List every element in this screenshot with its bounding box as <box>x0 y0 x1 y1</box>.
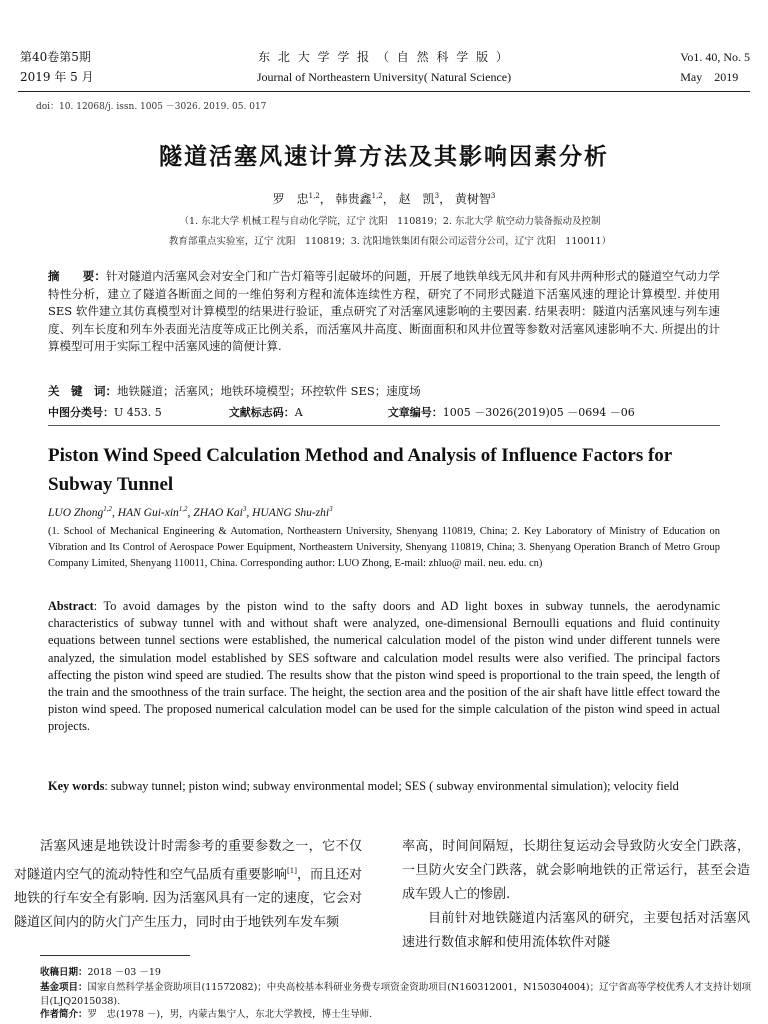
fund-text: 国家自然科学基金资助项目(11572082)；中央高校基本科研业务费专项资金资助项目(N160312001，N150304004)；辽宁省高等学校优秀人才支持计划项目(LJQ2015038). <box>40 982 752 1007</box>
journal-name-en: Journal of Northeastern University( Natural Science) <box>256 70 512 84</box>
received-date: 2018 －03 －19 <box>87 967 161 978</box>
keywords-en-text: : subway tunnel; piston wind; subway environmental model; SES ( subway environmental simulation); velocity field <box>104 779 679 793</box>
fund-label: 基金项目： <box>40 982 88 993</box>
author-cn-4-sup: 3 <box>490 192 496 200</box>
header-journal <box>0 47 768 87</box>
author-en-2-sup: 1,2 <box>178 505 188 513</box>
body-column-left <box>14 835 362 935</box>
author-en-4-sup: 3 <box>329 505 333 513</box>
abstract-en-label: Abstract <box>48 599 94 613</box>
body-left-text-2: ，而且还对地铁的行车安全有影响. 因为活塞风具有一定的速度，它会对隧道区间内的防火门产生压力，同时由于地铁列车发车频 <box>14 867 362 931</box>
title-en: Piston Wind Speed Calculation Method and Analysis of Influence Factors for Subway Tunnel <box>48 445 672 495</box>
abstract-cn-label: 摘 要： <box>48 269 106 283</box>
header-volume-date-en <box>680 47 750 87</box>
citation-ref: [1] <box>287 867 297 875</box>
section-rule <box>48 425 720 426</box>
journal-name-cn: 东 北 大 学 学 报 （ 自 然 科 学 版 ） <box>258 50 510 64</box>
author-en-2: , HAN Gui-xin <box>112 506 179 519</box>
volume-cn: 第40卷第5期 <box>20 50 91 64</box>
footnote-fund <box>40 981 752 1009</box>
body-right-paragraph-2: 目前针对地铁隧道内活塞风的研究，主要包括对活塞风速进行数值求解和使用流体软件对隧 <box>402 911 750 950</box>
author-cn-4: ， 黄树智 <box>439 192 491 206</box>
header-rule <box>18 91 750 92</box>
author-bio-text: 罗 忠(1978 －)，男，内蒙古集宁人，东北大学教授，博士生导师. <box>87 1009 373 1020</box>
author-cn-1-sup: 1,2 <box>308 192 320 200</box>
author-en-3-sup: 3 <box>242 505 247 513</box>
abstract-cn <box>48 268 720 356</box>
class-label: 中图分类号： <box>48 406 114 419</box>
keywords-cn-label: 关 键 词： <box>48 384 117 398</box>
author-bio-label: 作者简介： <box>40 1009 88 1020</box>
author-en-3: , ZHAO Kai <box>187 506 243 519</box>
date-cn: 2019 年 5 月 <box>20 70 94 84</box>
article-no-label: 文章编号： <box>387 406 443 419</box>
abstract-en-text: : To avoid damages by the piston wind to the safty doors and AD light boxes in subway tunnels, the aerodynamic characteristics of subway tunnel with and without shaft were analyzed, one-dimensional Bernoulli equations and fluid continuity equations between tunnel sections were established, the numerical calculation model of the piston wind under different tunnels were analyzed, the simulation model established by SES software and calculation model results were also verified. The principal factors affecting the piston wind speed are studied. The results show that the piston wind speed is proportional to the train speed, the length of the train and the smoothness of the train surface. The height, the section area and the position of the air shaft have little effect toward the piston wind speed. The proposed numerical calculation model can be used for the simple calculation of the piston wind speed in actual projects. <box>48 599 720 734</box>
authors-en <box>48 505 720 519</box>
author-cn-2: ， 韩贵鑫 <box>319 192 372 206</box>
keywords-en <box>48 778 720 795</box>
affiliation-en: (1. School of Mechanical Engineering & Automation, Northeastern University, Shenyang 110819, China; 2. Key Laboratory of Ministry of Education on Vibration and Its Control of Aerospace Power Equipment, Northeastern University, Shenyang 110819, China; 3. Shenyang Operation Branch of Metro Group Company Limited, Shenyang 110011, China. Corresponding author: LUO Zhong, E-mail: zhluo@ mail. neu. edu. cn) <box>48 526 720 569</box>
body-right-paragraph-1: 率高，时间间隔短，长期往复运动会导致防火安全门跌落，一旦防火安全门跌落，就会影响地铁的正常运行，甚至会造成车毁人亡的惨剧. <box>402 839 750 902</box>
keywords-cn-text: 地铁隧道；活塞风；地铁环境模型；环控软件 SES；速度场 <box>117 384 421 398</box>
keywords-cn <box>48 383 720 401</box>
author-cn-2-sup: 1,2 <box>371 192 383 200</box>
author-en-4: , HUANG Shu-zhi <box>246 506 330 519</box>
author-en-1-sup: 1,2 <box>103 505 113 513</box>
author-cn-1: 罗 忠 <box>272 192 309 206</box>
volume-en: Vo1. 40, No. 5 <box>680 50 750 64</box>
article-no-value: 1005 －3026(2019)05 －0694 －06 <box>442 406 635 419</box>
author-cn-3: ， 赵 凯 <box>382 192 435 206</box>
title-cn: 隧道活塞风速计算方法及其影响因素分析 <box>159 143 609 170</box>
doc-code-label: 文献标志码： <box>228 406 295 419</box>
received-label: 收稿日期： <box>40 967 88 978</box>
affiliation-cn-line2: 教育部重点实验室，辽宁 沈阳 110819；3. 沈阳地铁集团有限公司运营分公司，辽宁 沈阳 110011） <box>168 236 612 247</box>
doi: doi：10. 12068/j. issn. 1005 －3026. 2019. 05. 017 <box>36 102 267 112</box>
keywords-en-label: Key words <box>48 779 105 793</box>
abstract-cn-text: 针对隧道内活塞风会对安全门和广告灯箱等引起破坏的问题，开展了地铁单线无风井和有风井两种形式的隧道空气动力学特性分析，建立了隧道各断面之间的一维伯努利方程和流体连续性方程，研究了不同形式隧道下活塞风速的理论计算模型. 并使用 SES 软件建立其仿真模型对计算模型的结果进行验证，重点研究了对活塞风速影响的主要因素. 结果表明：隧道内活塞风速与列车速度、列车长度和列车外表面光洁度等成正比例关系，而活塞风井高度、断面面积和风井位置等参数对活塞风速影响不大. 所提出的计算模型可用于实际工程中活塞风速的简便计算. <box>48 269 721 353</box>
footnote-author <box>40 1008 752 1022</box>
affiliation-cn-line1: （1. 东北大学 机械工程与自动化学院，辽宁 沈阳 110819；2. 东北大学 航空动力装备振动及控制 <box>179 216 601 227</box>
body-left-paragraph <box>14 835 362 935</box>
body-column-right <box>402 835 750 955</box>
authors-cn <box>0 190 768 207</box>
author-cn-3-sup: 3 <box>434 192 440 200</box>
abstract-en <box>48 598 720 736</box>
body-left-text-1: 活塞风速是地铁设计时需参考的重要参数之一，它不仅对隧道内空气的流动特性和空气品质有重要影响 <box>14 839 362 883</box>
author-en-1: LUO Zhong <box>48 506 104 519</box>
doc-code-value: A <box>294 406 303 419</box>
footnote-rule <box>40 955 190 956</box>
date-en: May 2019 <box>680 70 739 84</box>
footnote-received <box>40 966 752 980</box>
class-value: U 453. 5 <box>114 406 162 419</box>
classification-row <box>48 404 720 420</box>
